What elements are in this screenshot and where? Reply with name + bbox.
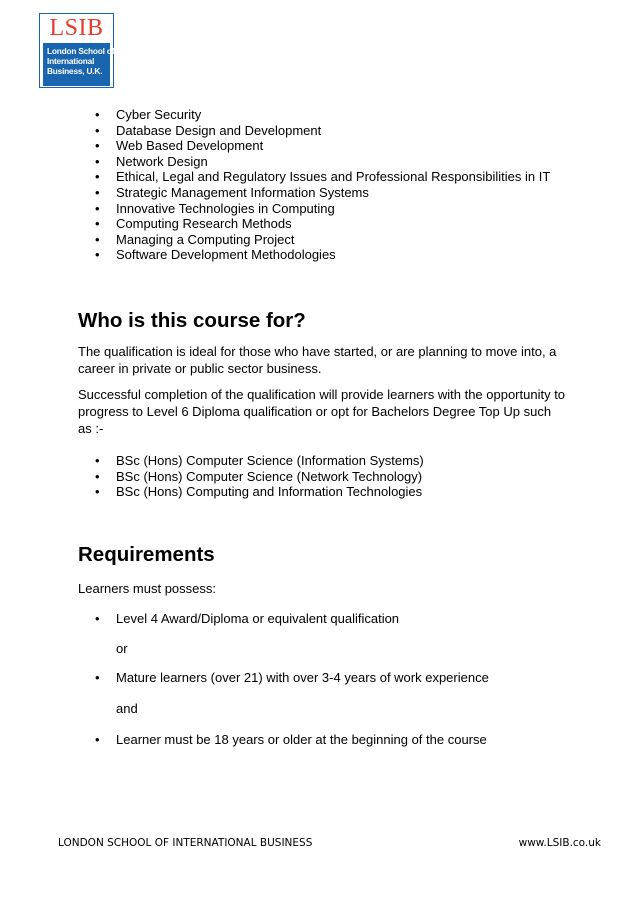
requirements-intro: Learners must possess: xyxy=(78,581,217,596)
requirement-text: Learner must be 18 years or older at the beginning of the course xyxy=(116,732,487,747)
course-for-heading: Who is this course for? xyxy=(78,309,306,332)
requirement-text: Mature learners (over 21) with over 3-4 years of work experience xyxy=(116,670,489,685)
degree-item: • BSc (Hons) Computing and Information Technologies xyxy=(95,484,424,500)
logo-line: Business, U.K. xyxy=(47,66,103,76)
requirement-item xyxy=(95,670,489,686)
requirement-text: Level 4 Award/Diploma or equivalent qualification xyxy=(116,611,400,626)
module-item: • Web Based Development xyxy=(95,138,550,154)
degree-item: • BSc (Hons) Computer Science (Network Technology) xyxy=(95,469,424,485)
bullet: • xyxy=(95,670,100,685)
course-for-paragraph-1: The qualification is ideal for those who have started, or are planning to move into, a career in private or public sector business. xyxy=(78,344,557,376)
degree-list xyxy=(95,453,424,500)
bullet: • xyxy=(95,611,100,626)
module-item: • Software Development Methodologies xyxy=(95,247,550,263)
module-item: • Ethical, Legal and Regulatory Issues and Professional Responsibilities in IT xyxy=(95,169,550,185)
degree-item: • BSc (Hons) Computer Science (Information Systems) xyxy=(95,453,424,469)
requirement-item xyxy=(95,611,399,627)
module-item: • Strategic Management Information Systems xyxy=(95,185,550,201)
module-item: • Managing a Computing Project xyxy=(95,232,550,248)
module-item: • Network Design xyxy=(95,154,550,170)
requirement-conjunction: and xyxy=(116,701,138,716)
module-list xyxy=(95,107,550,263)
requirement-item xyxy=(95,732,487,748)
footer-school-name: LONDON SCHOOL OF INTERNATIONAL BUSINESS xyxy=(58,837,313,849)
module-item: • Innovative Technologies in Computing xyxy=(95,201,550,217)
requirements-heading: Requirements xyxy=(78,543,215,566)
lsib-logo xyxy=(39,13,114,88)
logo-line: London School of xyxy=(47,46,115,56)
bullet: • xyxy=(95,732,100,747)
logo-subtitle-box xyxy=(43,43,115,86)
logo-line: International xyxy=(47,56,95,66)
footer-website: www.LSIB.co.uk xyxy=(518,837,601,849)
course-for-paragraph-2: Successful completion of the qualification will provide learners with the opportunity to progress to Level 6 Diploma qualification or opt for Bachelors Degree Top Up such as :- xyxy=(78,387,566,436)
module-item: • Database Design and Development xyxy=(95,123,550,139)
requirement-conjunction: or xyxy=(116,641,128,656)
logo-wordmark: LSIB xyxy=(49,15,104,41)
module-item: • Cyber Security xyxy=(95,107,550,123)
module-item: • Computing Research Methods xyxy=(95,216,550,232)
